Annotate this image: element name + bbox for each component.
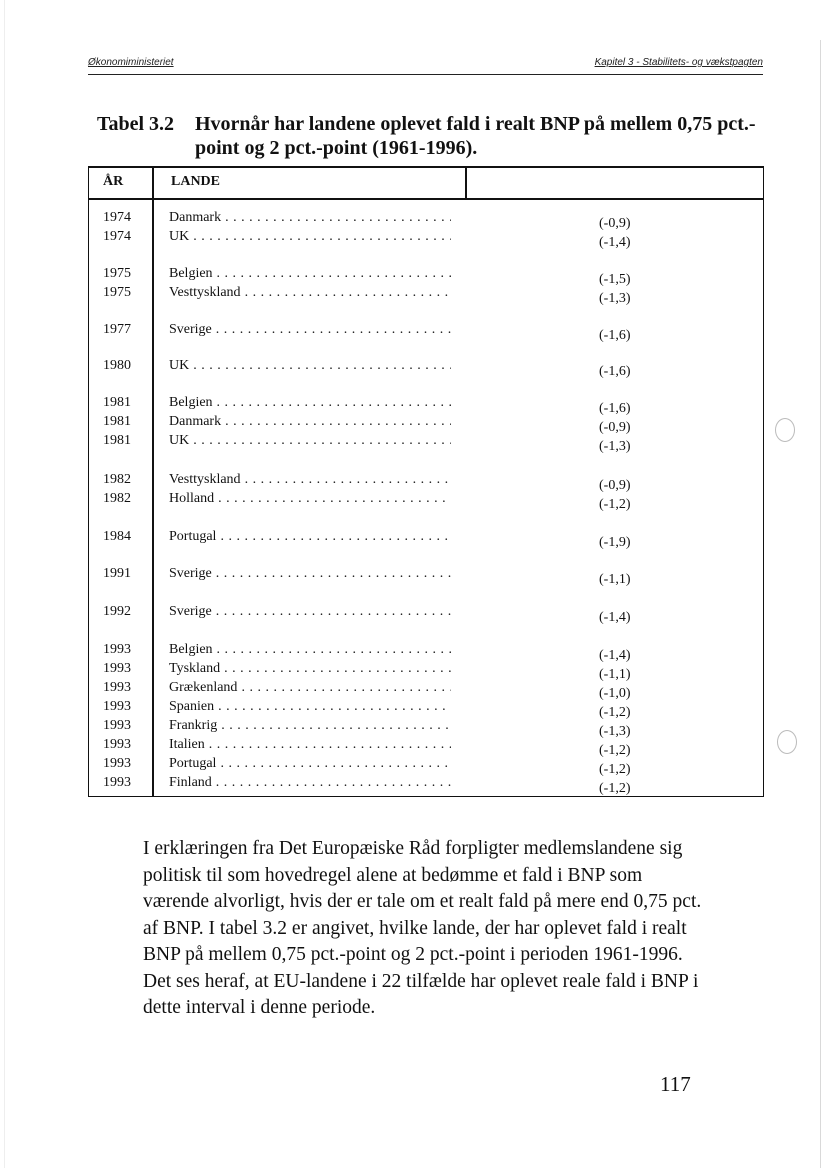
table-row xyxy=(89,773,765,796)
row-year: 1993 xyxy=(103,737,131,752)
row-country: Belgien . . . xyxy=(169,264,451,283)
row-value: (-1,6) xyxy=(599,364,631,379)
row-country: UK . . . xyxy=(169,431,451,450)
row-year: 1977 xyxy=(103,322,131,337)
row-year: 1993 xyxy=(103,718,131,733)
row-year: 1974 xyxy=(103,229,131,244)
row-year: 1982 xyxy=(103,472,131,487)
row-country: Spanien . . . xyxy=(169,697,451,716)
row-year: 1991 xyxy=(103,566,131,581)
row-country: Frankrig . . . xyxy=(169,716,451,735)
row-value: (-1,6) xyxy=(599,328,631,343)
header-publisher: Økonomiministeriet xyxy=(88,57,174,68)
header-chapter: Kapitel 3 - Stabilitets- og vækstpagten xyxy=(594,57,763,68)
row-country: Belgien . . . xyxy=(169,640,451,659)
table-row xyxy=(89,640,765,663)
table-row xyxy=(89,320,765,343)
table-row xyxy=(89,470,765,493)
row-country: Grækenland . . . xyxy=(169,678,451,697)
row-country: Vesttyskland . . . xyxy=(169,283,451,302)
row-value: (-1,4) xyxy=(599,648,631,663)
table-row xyxy=(89,602,765,625)
table-row xyxy=(89,716,765,739)
table-row xyxy=(89,489,765,512)
row-country: UK . . . xyxy=(169,356,451,375)
table-row xyxy=(89,431,765,454)
page-edge xyxy=(820,40,821,1168)
row-year: 1981 xyxy=(103,414,131,429)
page-number: 117 xyxy=(660,1072,691,1096)
row-country: Vesttyskland . . . xyxy=(169,470,451,489)
row-value: (-1,2) xyxy=(599,743,631,758)
table-row xyxy=(89,564,765,587)
table-top-rule xyxy=(89,166,763,168)
table-row xyxy=(89,393,765,416)
table-row xyxy=(89,678,765,701)
table-header-rule xyxy=(89,198,763,200)
page-edge xyxy=(4,0,5,1168)
row-year: 1993 xyxy=(103,642,131,657)
row-country: Portugal . . . xyxy=(169,527,451,546)
row-year: 1984 xyxy=(103,529,131,544)
row-value: (-1,2) xyxy=(599,705,631,720)
row-year: 1981 xyxy=(103,395,131,410)
row-value: (-1,2) xyxy=(599,497,631,512)
table-row xyxy=(89,697,765,720)
row-year: 1993 xyxy=(103,699,131,714)
table-row xyxy=(89,283,765,306)
column-header-year: ÅR xyxy=(103,174,124,189)
table-row xyxy=(89,412,765,435)
row-value: (-1,3) xyxy=(599,724,631,739)
punch-hole-mark xyxy=(775,418,795,442)
row-value: (-1,1) xyxy=(599,572,631,587)
running-header xyxy=(88,56,763,75)
row-value: (-1,3) xyxy=(599,291,631,306)
row-year: 1975 xyxy=(103,266,131,281)
row-value: (-1,9) xyxy=(599,535,631,550)
table-row xyxy=(89,264,765,287)
table-row xyxy=(89,527,765,550)
row-country: Belgien . . . xyxy=(169,393,451,412)
row-value: (-1,3) xyxy=(599,439,631,454)
column-divider xyxy=(465,166,467,199)
row-value: (-1,4) xyxy=(599,610,631,625)
row-country: Sverige . . . xyxy=(169,320,451,339)
body-paragraph: I erklæringen fra Det Europæiske Råd forpligter medlemslandene sig politisk til som hovedregel alene at bedømme et fald i BNP som værende alvorligt, hvis der er tale om et realt fald på mere end 0,75 pct. af BNP. I tabel 3.2 er angivet, hvilke lande, der har oplevet fald i realt BNP på mellem 0,75 pct.-point og 2 pct.-point i perioden 1961-1996. Det ses heraf, at EU-landene i 22 tilfælde har oplevet reale fald i BNP i dette interval i denne periode. xyxy=(143,838,702,1018)
punch-hole-mark xyxy=(777,730,797,754)
row-year: 1993 xyxy=(103,756,131,771)
row-year: 1993 xyxy=(103,775,131,790)
row-country: Tyskland . . . xyxy=(169,659,451,678)
row-country: Finland . . . xyxy=(169,773,451,792)
row-value: (-1,1) xyxy=(599,667,631,682)
table-row xyxy=(89,356,765,379)
column-header-countries: LANDE xyxy=(171,174,221,189)
row-value: (-1,2) xyxy=(599,781,631,796)
data-table xyxy=(88,166,764,797)
row-value: (-0,9) xyxy=(599,478,631,493)
row-value: (-1,5) xyxy=(599,272,631,287)
row-value: (-1,4) xyxy=(599,235,631,250)
row-year: 1980 xyxy=(103,358,131,373)
table-row xyxy=(89,227,765,250)
row-country: Italien . . . xyxy=(169,735,451,754)
table-row xyxy=(89,659,765,682)
row-value: (-1,2) xyxy=(599,762,631,777)
table-row xyxy=(89,208,765,231)
row-country: Sverige . . . xyxy=(169,602,451,621)
row-country: UK . . . xyxy=(169,227,451,246)
row-value: (-1,0) xyxy=(599,686,631,701)
table-label: Tabel 3.2 xyxy=(97,113,175,135)
table-title: Hvornår har landene oplevet fald i realt BNP på mellem 0,75 pct.-point og 2 pct.-point (1961-1996). xyxy=(195,113,756,159)
row-country: Sverige . . . xyxy=(169,564,451,583)
row-country: Danmark . . . xyxy=(169,412,451,431)
row-country: Portugal . . . xyxy=(169,754,451,773)
row-country: Holland . . . xyxy=(169,489,451,508)
row-year: 1981 xyxy=(103,433,131,448)
row-year: 1992 xyxy=(103,604,131,619)
row-value: (-0,9) xyxy=(599,216,631,231)
row-year: 1974 xyxy=(103,210,131,225)
row-country: Danmark . . . xyxy=(169,208,451,227)
row-year: 1982 xyxy=(103,491,131,506)
table-row xyxy=(89,735,765,758)
row-year: 1975 xyxy=(103,285,131,300)
table-row xyxy=(89,754,765,777)
row-value: (-1,6) xyxy=(599,401,631,416)
row-year: 1993 xyxy=(103,680,131,695)
row-value: (-0,9) xyxy=(599,420,631,435)
row-year: 1993 xyxy=(103,661,131,676)
